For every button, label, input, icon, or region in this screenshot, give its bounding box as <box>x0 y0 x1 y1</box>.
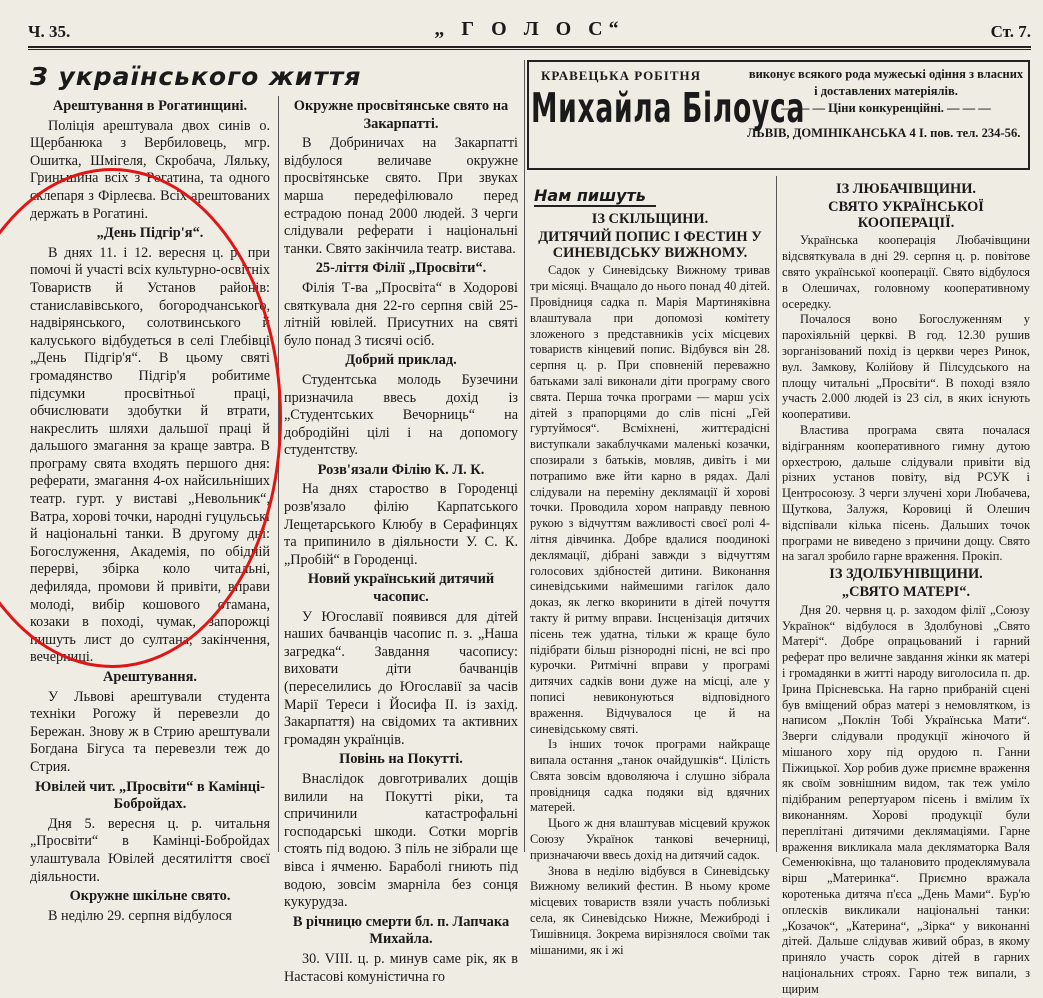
nam-pyshut-heading: Нам пишуть <box>534 186 656 207</box>
article-heading: ІЗ СКІЛЬЩИНИ. <box>591 211 709 227</box>
ad-line-1: виконує всякого рода мужеські одіння з власних і доставлених матеріялів. <box>748 67 1024 98</box>
article-paragraph: Поліція арештувала двох синів о. Щербанюка з Вербиловець, мгр. Ошитка, Шмігеля, Скробача, Ляльку, Гриньшина всіх з Рогатина, та одного склепаря з Фірлеєва. Всіх арештованих держать в Рогатині. <box>30 117 270 222</box>
article-paragraph: У Львові арештували студента техніки Рогожу й перевезли до Бережан. Знову ж в Стрию арештували Богдана Бігуса та перевезли теж до Стрия. <box>30 688 270 775</box>
article-paragraph: Знова в неділю відбувся в Синевідську Вижному великий фестин. В ньому кроме місцевих товариств взяли участь поблизькі села, як Синевідсько Нижне, Межиброді і Тишівниця. Зокрема вирізнялося своїми так мішаними, як і жі <box>530 863 770 957</box>
article-paragraph: Українська кооперація Любачівщини відсвяткувала в дні 29. серпня ц. р. повітове свято української кооперації. Свято відбулося в Олешичах, головному кооперативному осередку. <box>782 233 1030 311</box>
column-4 <box>782 180 1030 996</box>
ad-small-title: КРАВЕЦЬКА РОБІТНЯ <box>541 68 702 83</box>
article-paragraph: В неділю 29. серпня відбулося <box>48 907 232 924</box>
article-heading: Арештування. <box>103 669 197 685</box>
article-paragraph: Цього ж дня влаштував місцевий кружок Союзу Українок танкові вечерниці, призначаючи ввесь дохід на дитячий садок. <box>530 816 770 862</box>
article-heading: ІЗ ЛЮБАЧІВЩИНИ. <box>836 181 976 197</box>
issue-number: Ч. 35. <box>28 22 71 41</box>
article-paragraph: Дня 20. червня ц. р. заходом філії „Союзу Українок“ відбулося в Здолбунові „Свято Матері“. Добре опрацьований і гарний реферат про величне завдання жінки як матері і громадянки в житті народу виголосила п. др. Ірина Прісневська. На гарно прибраній сцені був вміщений образ матері з немовлятком, із написом „Поклін Тобі Українська Мати“. Зверги слідували продукції жіночого й мішаного хору під орудою п. Ганни Піжицької. Хор робив дуже приємне враження як своїм зовнішним видом, так теж умілo підібраним репертуаром пісень і вмілим їх виконанням. Хорові продукції були переплітані дитячими деклямаціями. Гарне враження викликала мала декляматорка Валя Семенюківна, що талановито продеклямувала вірш „Материнка“. Приємно вражала коротенька дитяча п'єса „День Мами“. Бур'ю оплесків викликали національні танки: „Козачок“, „Катерина“, „Зірка“ у виконанні дітей. Дальше слідував живий образ, в якому приняло участь сорок дітей в гарних національних строях. Гарно теж випали, з щирим <box>782 602 1030 996</box>
header-rule <box>28 46 1031 48</box>
article-paragraph: На днях староство в Городенці розв'язало філію Карпатського Лещетарського Клюбу в Серафинцях та припинило в діяльности У. С. К. „Пробій“ в Городенці. <box>284 481 518 568</box>
article-heading: Новий український дитячий часопис. <box>307 571 495 606</box>
article-paragraph: У Югославії появився для дітей наших бачванців часопис п. з. „Наша загредка“. Завдання часопису: виховати діти бачванців (переселились до Югославії за часів Марії Тереси і Йосифа II. із захід. Закарпаття) на свідомих та активних громадян українців. <box>284 608 518 748</box>
article-heading: Арештування в Рогатинщині. <box>52 98 248 114</box>
article-heading: Ювілей чит. „Просвіти“ в Камінці-Бобройдах. <box>35 778 265 813</box>
article-heading: 25-ліття Філії „Просвіти“. <box>315 260 487 277</box>
newspaper-title: „ Г О Л О С“ <box>434 18 625 40</box>
ad-big-title: Михайла Білоуса <box>531 84 806 132</box>
column-divider <box>278 96 279 852</box>
article-heading: „СВЯТО МАТЕРІ“. <box>841 583 971 600</box>
article-heading: „День Підгір'я“. <box>96 225 204 242</box>
article-heading: Розв'язали Філію К. Л. К. <box>317 461 485 478</box>
article-heading: СВЯТО УКРАЇНСЬКОЇ КООПЕРАЦІЇ. <box>828 198 984 231</box>
article-heading: ДИТЯЧИЙ ПОПИС І ФЕСТИН У СИНЕВІДСЬКУ ВИЖНОМУ. <box>538 228 762 261</box>
column-2 <box>284 96 518 985</box>
article-paragraph: Почалося воно Богослуженням у парохіяльній церкві. В год. 12.30 рушив зорганізований похід із церкви через Ринок, вул. Замкову, Колійову й Пілсудського на площу читальні „Просвіти“. В поході взяло участь 2.000 людей із 23 сіл, в яких існують кооперативи. <box>782 312 1030 422</box>
column-divider <box>776 176 777 852</box>
article-paragraph: Філія Т-ва „Просвіта“ в Ходорові святкувала дня 22-го серпня свій 25-літній ювілей. Присутних на святі було понад 3 тисячі осіб. <box>284 279 518 349</box>
article-paragraph: Властива програма свята почалася відігранням кооперативного гимну дутою орхестрою, дальше слідували привіти від різних установ повіту, від РСУК і Центросоюзу. З черги злучені хори Любачева, Щуткова, Залужя, Коровиці й Олешич відспівали кілька пісень. Дальших точок програми не виведено з причини дощу. Свято на загал зробило гарне враження. Прокіп. <box>782 422 1030 564</box>
article-paragraph: Внаслідок довготривалих дощів вилили на Покутті ріки, та спричинили катастрофальні господарські шкоди. Сотки моргів стоять під водою. З піль не зібрали ще вівса і ячменю. Бараболі гниють під водою, зовсім змарніла без сонця кукурудза. <box>284 770 518 911</box>
article-heading: Окружне шкільне свято. <box>69 888 231 905</box>
article-heading: Повінь на Покутті. <box>339 751 463 768</box>
article-paragraph: 30. VIII. ц. р. минув саме рік, як в Настасові комуністична го <box>284 950 518 985</box>
tailor-advertisement <box>527 60 1030 170</box>
article-paragraph: Садок у Синевідську Вижному тривав три місяці. Вчащало до нього понад 40 дітей. Провідниця садка п. Марія Мартиняківна влаштувала при допомозі комітету зложеного з представників усіх місцевих товариств кінцевий попис. Відбувся він 28. серпня ц. р. При сповненій переважно батьками залі виконали діти програму свого свята. Перша точка програми — марш усіх дітей з прапорцями до слів пісні „Гей гуртуймося“. Всміхнені, життєрадісні виступкали закаблучками маленькі козачки, спозирали з батьків, мовляв, дивіть і ми потрапимо вже йти карно в рядах. Далі слідували на переміну деклямації й хорові точки. Проводила хором направду певною рукою з відчуттям важливості своєї ролі 4-літня дівчинка. Добре вдалися поодинокі деклямації, дібрані завжди з відчуттям голосових здібностей дитини. Виконання синевідськими наймешими гагілок дало доказ, як легко вкоринити в дітей почуття такту й ритму вправи. Інсценізація дитячих пісень теж удатна, тільки ж краще було підібрати більш різнородні пісні, не всі про курочки. Ритмічні вправи у програмі дитячих садків вони дуже на місці, але у пописі невиконуються відповідного враження. Відчувалося це й на синевідському святі. <box>530 263 770 736</box>
article-paragraph: В Добриничах на Закарпатті відбулося величаве окружне просвітянське свято. При звуках марша передефілювало перед естрадою понад 2000 людей. З черги слідували реферати і національні танки. Свято закінчила театр. вистава. <box>284 135 518 257</box>
page-header <box>28 18 1031 46</box>
article-paragraph: В днях 11. і 12. вересня ц. р. при помочі й участі всіх культурно-освітніх Товариств й Установ районів: станиславівського, богородчанського, надвірянського, солотвинського й калуського відбудеться в селі Глебівці „День Підгір'я“. В цьому святі громадянство Підгір'я робитиме підсумки просвітньої праці, обчислювати здобутки й втрати, накреслить шляхи дальшої праці й дальшого змагання за краще завтра. В програму свята входять першого дня: реферати, змагання 4-ох найсильніших театр. гурт. у виставі „Невольник“, Ватра, хорові точки, народні гуцульські й національні танки. В другому дні: Богослуження, Академія, по обідній перерві, збірка коло читальні, дефиляда, промови й привіти, вправи молоді, вибір кошового отамана, козаки в поході, чумак, запорожці пишуть лист до султана, закінчення, вечерниці. <box>30 244 270 666</box>
article-heading: Окружне просвітянське свято на Закарпатті. <box>293 98 509 132</box>
column-3 <box>530 210 770 957</box>
article-paragraph: Студентська молодь Бузечини призначила ввесь дохід із „Студентських Вечорниць“ на добродійні цілі і на допомогу студентству. <box>284 371 518 459</box>
article-paragraph: Із інших точок програми найкраще випала остання „танок очайдушків“. Цілість Свята зовсім вдоволяюча і слушно зібрала провідниця садка подяки від вдячних матерей. <box>530 737 770 815</box>
column-divider <box>524 60 525 852</box>
ad-line-2: — — — Ціни конкуренційні. — — — <box>781 101 991 115</box>
ad-description <box>747 66 1025 117</box>
ad-address: ЛЬВІВ, ДОМІНІКАНСЬКА 4 І. пов. тел. 234-56. <box>747 126 1021 140</box>
header-rule-thin <box>28 49 1031 50</box>
article-heading: В річницю смерти бл. п. Лапчака Михайла. <box>292 913 510 948</box>
column-1 <box>30 96 270 924</box>
section-title: З українського життя <box>30 62 362 91</box>
article-heading: ІЗ ЗДОЛБУНІВЩИНИ. <box>829 566 983 583</box>
page-number: Ст. 7. <box>990 22 1031 41</box>
article-paragraph: Дня 5. вересня ц. р. читальня „Просвіти“ в Камінці-Бобройдах улаштувала Ювілей десятиліття своєї діяльности. <box>30 815 270 885</box>
article-heading: Добрий приклад. <box>345 352 457 369</box>
